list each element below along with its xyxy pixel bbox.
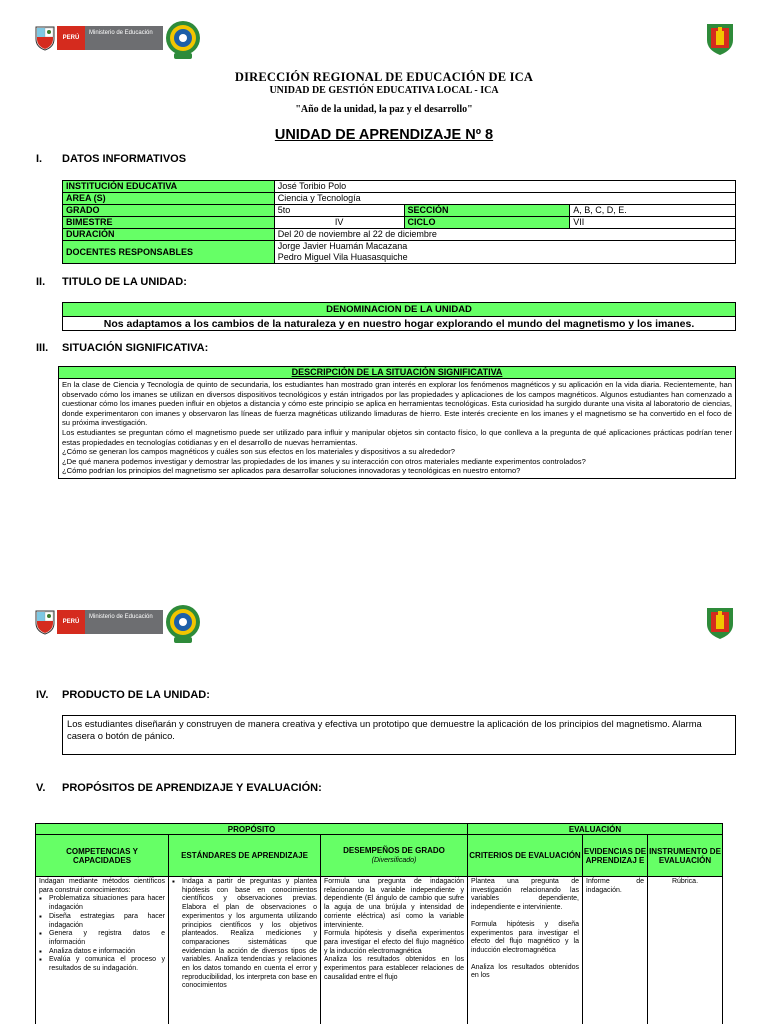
- desempenos-cell: Formula una pregunta de indagación relacionando la variable independiente y dependiente (El ángulo de cambio que sufre la aguja de una brújula y intensidad de corriente eléctrica) así como la variable interviniente. Formula hipótesis y diseña experimentos para investigar el efecto del flujo magnético y la inducción electromagnética Analiza los resultados obtenidos en los experimentos para establecer relaciones de causalidad entre el flujo: [321, 877, 468, 1024]
- evidencias-cell: Informe de indagación.: [583, 877, 648, 1024]
- table-row: INSTITUCIÓN EDUCATIVA José Toribio Polo: [63, 181, 736, 193]
- col-evidencias: EVIDENCIAS DE APRENDIZAJ E: [583, 835, 648, 877]
- duracion-value: Del 20 de noviembre al 22 de diciembre: [274, 229, 735, 241]
- list-item: ▪ Analiza datos e información: [39, 948, 165, 957]
- document-header: [0, 70, 768, 115]
- ica-shield-icon: [705, 22, 735, 56]
- instrumento-cell: Rúbrica.: [648, 877, 723, 1024]
- capacidades-list: [39, 895, 165, 973]
- table-row: [36, 877, 723, 1024]
- producto-box: Los estudiantes diseñarán y construyen de manera creativa y efectiva un prototipo que demuestre la aplicación de los principios del magnetismo. Alarma casera o botón de pánico.: [62, 715, 736, 755]
- direccion-title: DIRECCIÓN REGIONAL DE EDUCACIÓN DE ICA: [234, 70, 534, 84]
- section-situacion-title: III. SITUACIÓN SIGNIFICATIVA:: [36, 342, 209, 354]
- area-value: Ciencia y Tecnología: [274, 193, 735, 205]
- col-criterios: CRITERIOS DE EVALUACIÓN: [468, 835, 583, 877]
- ministerio-label: Ministerio de Educación: [85, 610, 163, 634]
- proposito-header: PROPÓSITO: [36, 824, 468, 835]
- table-row: [36, 824, 723, 835]
- peru-label: PERÚ: [57, 26, 85, 50]
- table-row: AREA (S) Ciencia y Tecnología: [63, 193, 736, 205]
- situacion-body: En la clase de Ciencia y Tecnología de quinto de secundaria, los estudiantes han mostrado gran interés en explorar los fenómenos magnéticos y su aplicación en la vida diaria. Recientemente, han observado cómo los imanes se utilizan en diversos dispositivos tecnológicos y están intrigados por las propiedades y aplicaciones de los campos magnéticos. Algunos estudiantes han comenzado a cuestionar cómo los imanes pueden influir en objetos a distancia y cómo este principio se aplica en herramientas tecnológicas. Esta curiosidad ha surgido durante una visita al laboratorio de ciencias, donde experimentaron con imanes y observaron las líneas de fuerza magnéticas utilizando limaduras de hierro. Este interés creciente en los imanes y el magnetismo se ha convertido en el foco de su próxima investigación. Los estudiantes se preguntan cómo el magnetismo puede ser utilizado para influir y manipular objetos sin contacto físico, lo que conlleva a la pregunta de qué aplicaciones prácticas podrían tener estas propiedades en tecnologías cotidianas y en el desarrollo de nuevas herramientas. ¿Cómo se generan los campos magnéticos y cuáles son sus efectos en los materiales y dispositivos a su alrededor? ¿De qué manera podemos investigar y demostrar las propiedades de los imanes y su interacción con otros materiales mediante experimentos controlados? ¿Cómo podrían los principios del magnetismo ser aplicados para desarrollar soluciones innovadoras y tecnológicas en nuestro entorno?: [59, 379, 736, 479]
- ciclo-value: VII: [570, 217, 736, 229]
- grado-value: 5to: [274, 205, 404, 217]
- col-competencias: COMPETENCIAS Y CAPACIDADES: [36, 835, 169, 877]
- bimestre-value: IV: [274, 217, 404, 229]
- criterios-cell: Plantea una pregunta de investigación relacionando las variables dependiente, independiente e interviniente. Formula hipótesis y diseña experimentos para investigar el efecto del flujo magnético y la inducción electromagnética Analiza los resultados obtenidos en los: [468, 877, 583, 1024]
- estandares-cell: [169, 877, 321, 1024]
- peru-label: PERÚ: [57, 610, 85, 634]
- list-item: ▪ Problematiza situaciones para hacer indagación: [39, 895, 165, 912]
- datos-table: [62, 180, 736, 264]
- institucion-value: José Toribio Polo: [274, 181, 735, 193]
- ministerio-label: Ministerio de Educación: [85, 26, 163, 50]
- denominacion-value: Nos adaptamos a los cambios de la naturaleza y en nuestro hogar explorando el mundo del magnetismo y los imanes.: [63, 317, 736, 331]
- evaluacion-header: EVALUACIÓN: [468, 824, 723, 835]
- logo-row: [0, 14, 768, 64]
- peru-shield-icon: [34, 609, 56, 635]
- ugel-gear-logo-icon: [164, 18, 202, 60]
- table-row: [36, 835, 723, 877]
- list-item: ▪ Evalúa y comunica el proceso y resultados de su indagación.: [39, 956, 165, 973]
- section-titulo-title: II. TITULO DE LA UNIDAD:: [36, 276, 187, 288]
- table-row: DURACIÓN Del 20 de noviembre al 22 de diciembre: [63, 229, 736, 241]
- col-instrumento: INSTRUMENTO DE EVALUACIÓN: [648, 835, 723, 877]
- propositos-table: [35, 823, 723, 1024]
- docentes-value: Jorge Javier Huamán Macazana Pedro Miguel Vila Huasasquiche: [274, 241, 735, 264]
- seccion-value: A, B, C, D, E.: [570, 205, 736, 217]
- ica-shield-icon: [705, 606, 735, 640]
- peru-shield-icon: [34, 25, 56, 51]
- list-item: ▪ Diseña estrategias para hacer indagación: [39, 913, 165, 930]
- section-datos-title: I. DATOS INFORMATIVOS: [36, 153, 187, 165]
- situacion-table: [58, 366, 736, 479]
- ugel-subtitle: UNIDAD DE GESTIÓN EDUCATIVA LOCAL - ICA: [269, 85, 499, 96]
- situacion-header: DESCRIPCIÓN DE LA SITUACIÓN SIGNIFICATIVA: [59, 367, 736, 379]
- list-item: ▪ Indaga a partir de preguntas y plantea hipótesis con base en conocimientos científicos y observaciones previas. Elabora el plan de observaciones o experimentos y los argumenta utilizando principios científicos y los objetivos planteados. Realiza mediciones y comparaciones sistemáticas que evidencian la acción de diversos tipos de variables. Analiza tendencias y relaciones en los datos tomando en cuenta el error y reproducibilidad, los interpreta con base en conocimientos: [172, 878, 317, 991]
- section-propositos-title: V. PROPÓSITOS DE APRENDIZAJE Y EVALUACIÓN:: [36, 782, 322, 794]
- col-estandares: ESTÁNDARES DE APRENDIZAJE: [169, 835, 321, 877]
- titulo-table: [62, 302, 736, 331]
- denominacion-header: DENOMINACION DE LA UNIDAD: [63, 303, 736, 317]
- year-motto: "Año de la unidad, la paz y el desarrollo": [295, 104, 473, 115]
- table-row: BIMESTRE IV CICLO VII: [63, 217, 736, 229]
- col-desempenos: DESEMPEÑOS DE GRADO (Diversificado): [321, 835, 468, 877]
- competencias-cell: Indagan mediante métodos científicos para construir conocimientos: ▪ Problematiza situaciones para hacer indagación ▪ Diseña estrategias para hacer indagación ▪ Genera y registra datos e información ▪ Analiza datos e información ▪ Evalúa y comunica el proceso y resultados de su indagación.: [36, 877, 169, 1024]
- ugel-gear-logo-icon: [164, 602, 202, 644]
- logo-row: [0, 598, 768, 648]
- table-row: DOCENTES RESPONSABLES Jorge Javier Huamán Macazana Pedro Miguel Vila Huasasquiche: [63, 241, 736, 264]
- section-producto-title: IV. PRODUCTO DE LA UNIDAD:: [36, 689, 210, 701]
- unit-title: UNIDAD DE APRENDIZAJE Nº 8: [274, 127, 494, 143]
- list-item: ▪ Genera y registra datos e información: [39, 930, 165, 947]
- table-row: GRADO 5to SECCIÓN A, B, C, D, E.: [63, 205, 736, 217]
